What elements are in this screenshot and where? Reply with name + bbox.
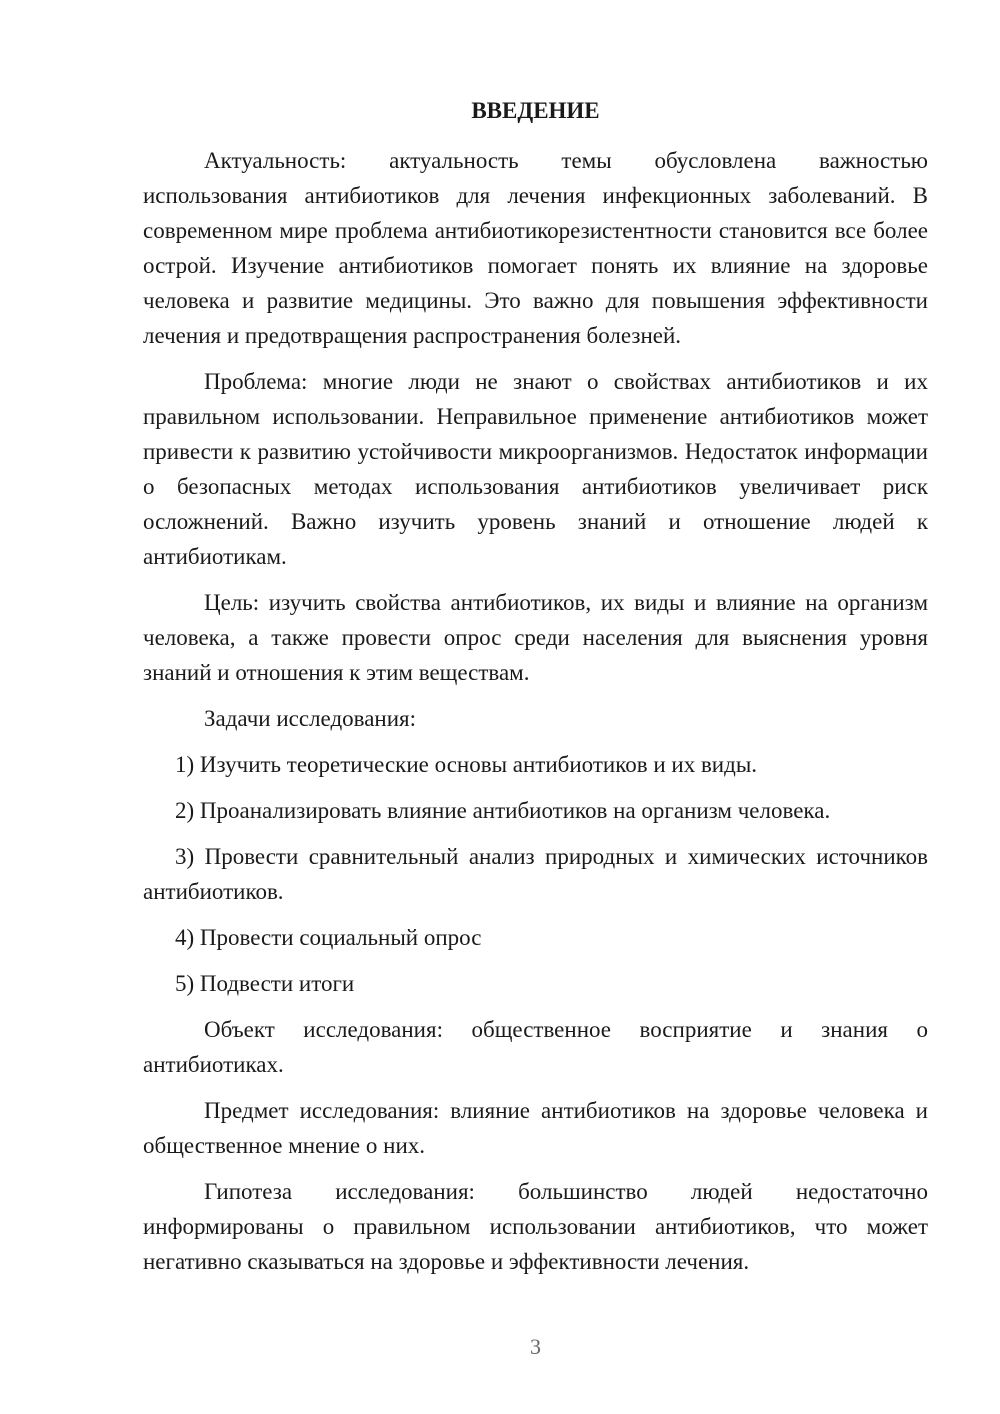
paragraph-relevance: Актуальность: актуальность темы обусловлена важностью использования антибиотиков для лечения инфекционных заболеваний. В современном мире проблема антибиотикорезистентности становится все более острой. Изучение антибиотиков помогает понять их влияние на здоровье человека и развитие медицины. Это важно для повышения эффективности лечения и предотвращения распространения болезней. <box>143 148 928 348</box>
paragraph-goal: Цель: изучить свойства антибиотиков, их виды и влияние на организм человека, а также провести опрос среди населения для выяснения уровня знаний и отношения к этим веществам. <box>143 590 928 685</box>
paragraph-subject: Предмет исследования: влияние антибиотиков на здоровье человека и общественное мнение о них. <box>143 1098 928 1158</box>
page-number: 3 <box>530 1334 541 1359</box>
task-item-4: 4) Провести социальный опрос <box>175 925 482 950</box>
task-item-2: 2) Проанализировать влияние антибиотиков на организм человека. <box>175 798 831 823</box>
paragraph-tasks-heading: Задачи исследования: <box>204 706 417 731</box>
paragraph-hypothesis: Гипотеза исследования: большинство людей недостаточно информированы о правильном использовании антибиотиков, что может негативно сказываться на здоровье и эффективности лечения. <box>143 1179 928 1274</box>
page-title: ВВЕДЕНИЕ <box>471 98 600 123</box>
document-body <box>143 143 928 1290</box>
paragraph-problem: Проблема: многие люди не знают о свойствах антибиотиков и их правильном использовании. Неправильное применение антибиотиков может привести к развитию устойчивости микроорганизмов. Недостаток информации о безопасных методах использования антибиотиков увеличивает риск осложнений. Важно изучить уровень знаний и отношение людей к антибиотикам. <box>143 369 928 569</box>
task-item-1: 1) Изучить теоретические основы антибиотиков и их виды. <box>175 752 758 777</box>
task-item-3: 3) Провести сравнительный анализ природных и химических источников антибиотиков. <box>143 844 928 904</box>
paragraph-object: Объект исследования: общественное восприятие и знания о антибиотиках. <box>143 1017 928 1077</box>
task-item-5: 5) Подвести итоги <box>175 971 355 996</box>
